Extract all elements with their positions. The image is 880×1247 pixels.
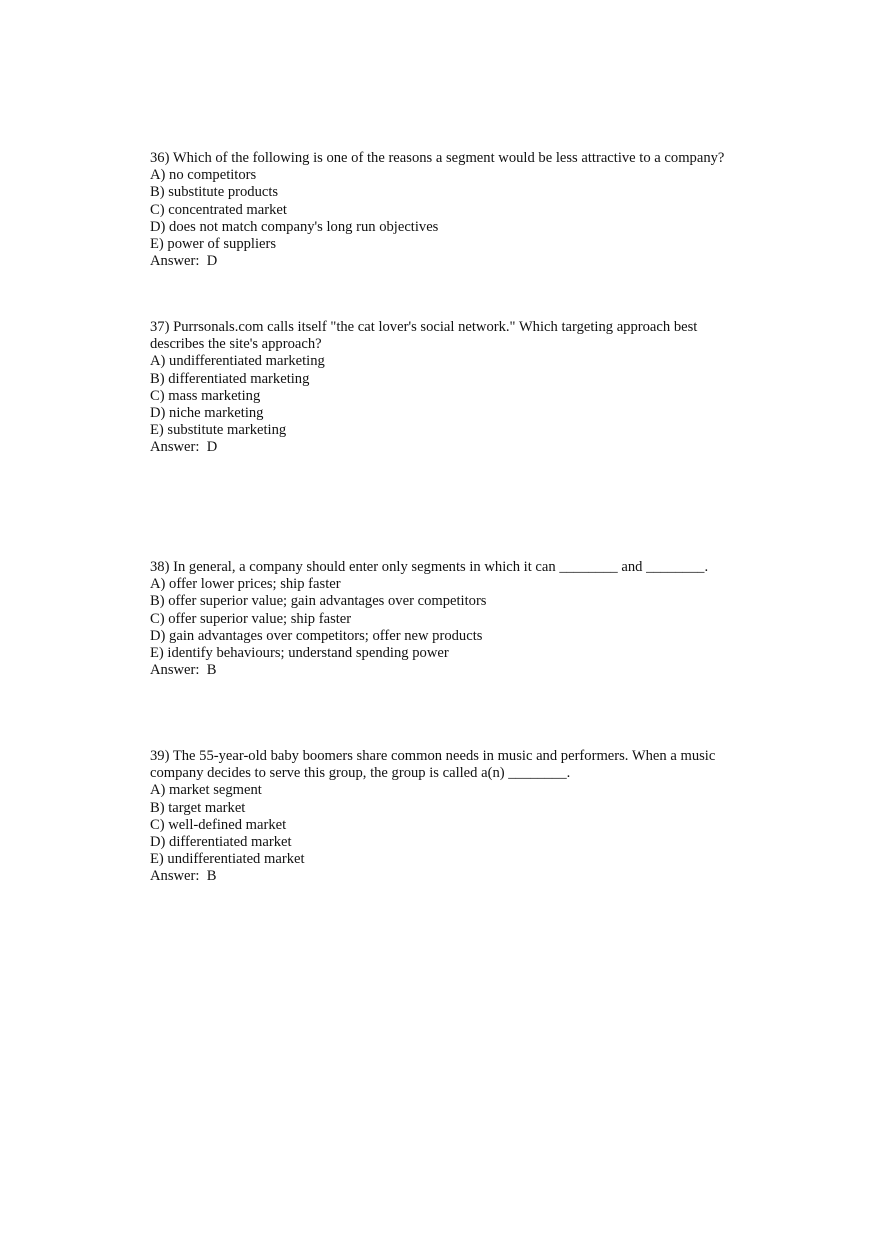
- option-e: E) substitute marketing: [150, 422, 287, 439]
- option-a: A) undifferentiated marketing: [150, 353, 325, 370]
- option-b: B) offer superior value; gain advantages over competitors: [150, 593, 487, 610]
- option-b: B) substitute products: [150, 184, 279, 201]
- option-d: D) niche marketing: [150, 405, 264, 422]
- option-e: E) undifferentiated market: [150, 851, 305, 868]
- option-c: C) concentrated market: [150, 201, 287, 218]
- question-stem: 38) In general, a company should enter only segments in which it can ________ and ________.: [150, 559, 709, 575]
- answer-key: Answer: B: [150, 868, 217, 885]
- option-c: C) mass marketing: [150, 387, 261, 404]
- option-a: A) offer lower prices; ship faster: [150, 576, 341, 593]
- option-a: A) no competitors: [150, 167, 257, 184]
- answer-options: [150, 576, 750, 662]
- option-a: A) market segment: [150, 782, 262, 799]
- question-38: [150, 559, 750, 679]
- question-39: [150, 748, 750, 886]
- answer-key: Answer: D: [150, 439, 218, 456]
- option-c: C) offer superior value; ship faster: [150, 610, 352, 627]
- option-c: C) well-defined market: [150, 816, 287, 833]
- question-stem: 39) The 55-year-old baby boomers share common needs in music and performers. When a music company decides to serve this group, the group is called a(n) ________.: [150, 748, 716, 782]
- option-d: D) differentiated market: [150, 834, 292, 851]
- answer-key: Answer: B: [150, 662, 217, 679]
- option-e: E) identify behaviours; understand spending power: [150, 645, 449, 662]
- question-37: [150, 319, 750, 457]
- answer-options: [150, 782, 750, 868]
- option-d: D) does not match company's long run objectives: [150, 218, 439, 235]
- question-stem: 37) Purrsonals.com calls itself "the cat lover's social network." Which targeting approach best describes the site's approach?: [150, 319, 698, 353]
- option-e: E) power of suppliers: [150, 236, 277, 253]
- option-d: D) gain advantages over competitors; offer new products: [150, 627, 483, 644]
- option-b: B) target market: [150, 799, 246, 816]
- answer-options: [150, 353, 750, 439]
- question-36: [150, 150, 750, 270]
- option-b: B) differentiated marketing: [150, 370, 310, 387]
- answer-options: [150, 167, 750, 253]
- question-stem: 36) Which of the following is one of the reasons a segment would be less attractive to a company?: [150, 150, 725, 166]
- answer-key: Answer: D: [150, 253, 218, 270]
